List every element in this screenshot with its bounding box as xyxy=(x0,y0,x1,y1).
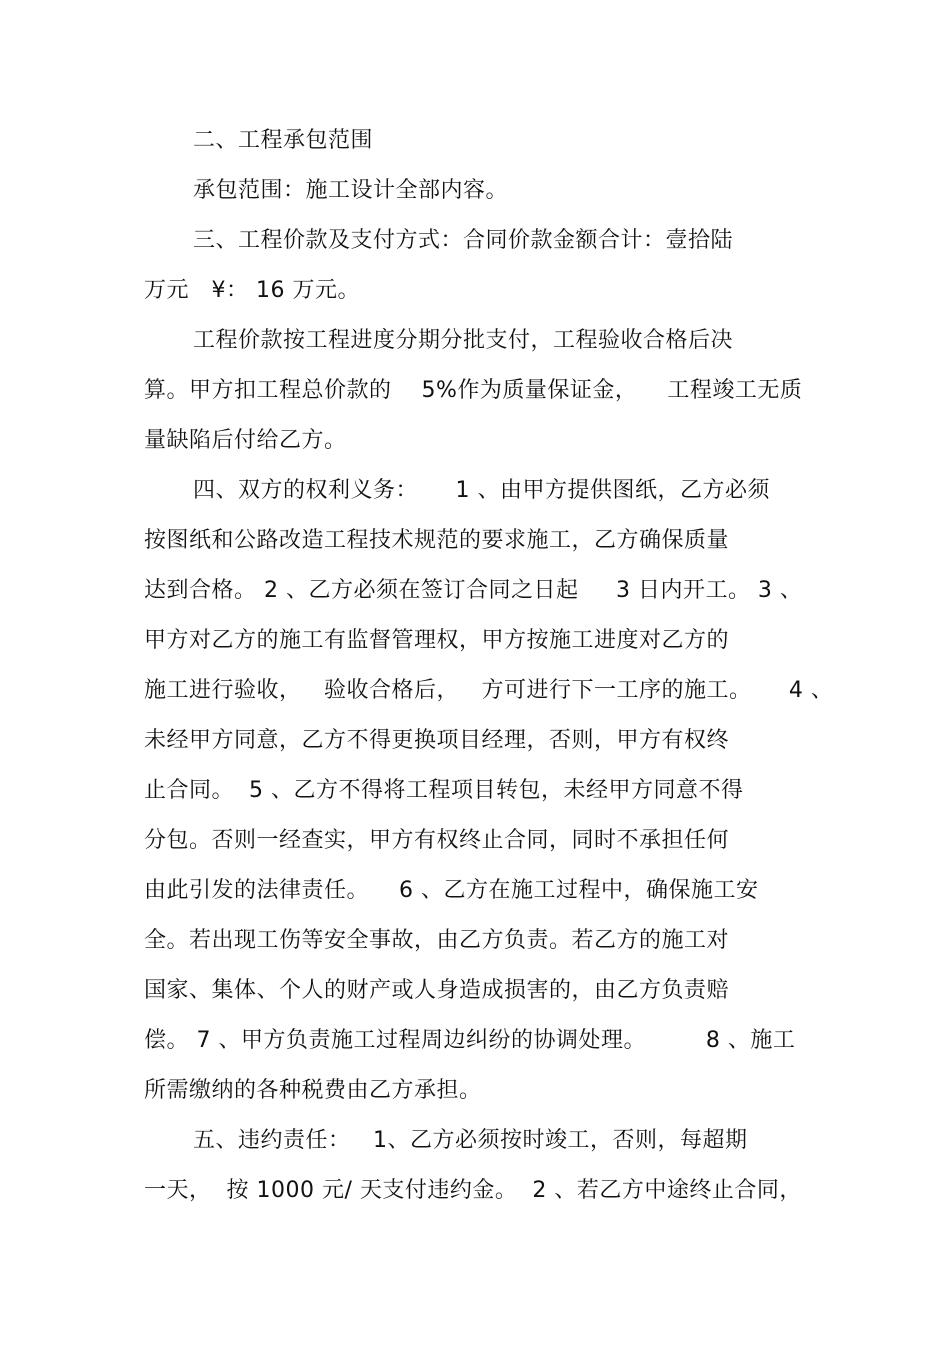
section-heading-liability: 五、违约责任： 1、乙方必须按时竣工，否则，每超期 xyxy=(193,1128,748,1153)
paragraph-line: 按图纸和公路改造工程技术规范的要求施工，乙方确保质量 xyxy=(144,528,730,553)
paragraph-line: 算。甲方扣工程总价款的 5%作为质量保证金， 工程竣工无质 xyxy=(144,378,803,403)
paragraph-line: 所需缴纳的各种税费由乙方承担。 xyxy=(144,1078,482,1103)
paragraph-line: 国家、集体、个人的财产或人身造成损害的，由乙方负责赔 xyxy=(144,978,730,1003)
paragraph-line: 分包。否则一经查实，甲方有权终止合同，同时不承担任何 xyxy=(144,828,730,853)
section-heading-rights: 四、双方的权利义务： 1 、由甲方提供图纸，乙方必须 xyxy=(193,478,770,503)
paragraph-line: 止合同。 5 、乙方不得将工程项目转包，未经甲方同意不得 xyxy=(144,778,744,803)
paragraph-line: 达到合格。 2 、乙方必须在签订合同之日起 3 日内开工。 3 、 xyxy=(144,578,803,603)
paragraph-line: 由此引发的法律责任。 6 、乙方在施工过程中，确保施工安 xyxy=(144,878,759,903)
paragraph-line: 量缺陷后付给乙方。 xyxy=(144,428,347,453)
paragraph-line: 施工进行验收， 验收合格后， 方可进行下一工序的施工。 4 、 xyxy=(144,678,834,703)
paragraph-line: 未经甲方同意，乙方不得更换项目经理，否则，甲方有权终 xyxy=(144,728,730,753)
paragraph-line: 一天， 按 1000 元/ 天支付违约金。 2 、若乙方中途终止合同， xyxy=(144,1178,802,1203)
paragraph-line: 工程价款按工程进度分期分批支付，工程验收合格后决 xyxy=(193,328,734,353)
paragraph-line: 万元 ¥： 16 万元。 xyxy=(144,278,360,303)
section-heading-price: 三、工程价款及支付方式：合同价款金额合计：壹拾陆 xyxy=(193,228,734,253)
paragraph-line: 偿。 7 、甲方负责施工过程周边纠纷的协调处理。 8 、施工 xyxy=(144,1028,796,1053)
paragraph-line: 全。若出现工伤等安全事故，由乙方负责。若乙方的施工对 xyxy=(144,928,730,953)
section-heading-scope: 二、工程承包范围 xyxy=(193,128,374,153)
paragraph-line: 承包范围：施工设计全部内容。 xyxy=(193,178,509,203)
paragraph-line: 甲方对乙方的施工有监督管理权，甲方按施工进度对乙方的 xyxy=(144,628,730,653)
